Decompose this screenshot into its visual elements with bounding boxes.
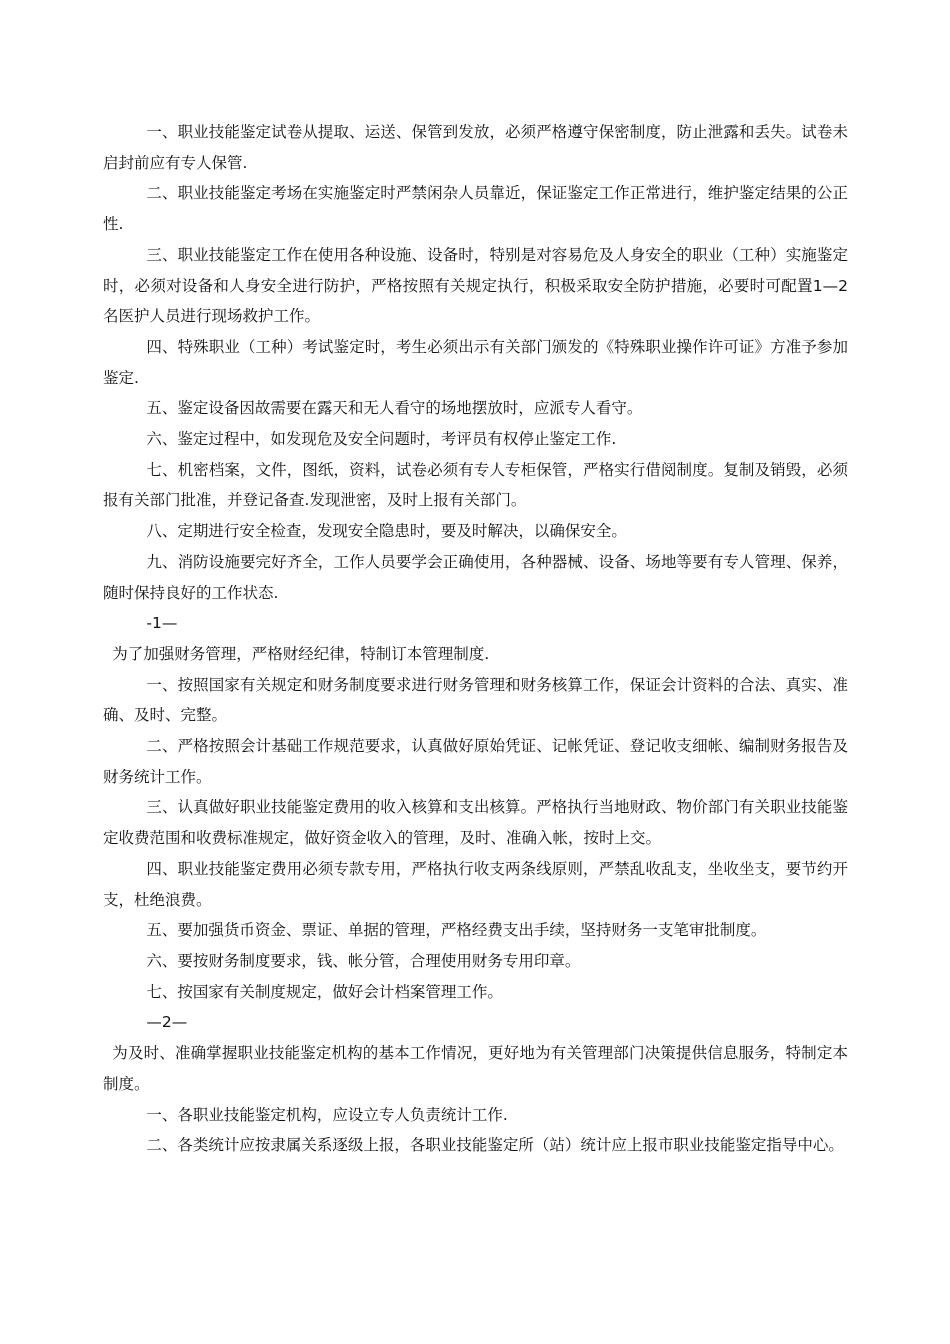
- finance-rule-7: 七、按国家有关制度规定，做好会计档案管理工作。: [146, 982, 503, 1001]
- security-rule-8: 八、定期进行安全检查，发现安全隐患时，要及时解决，以确保安全。: [146, 522, 627, 541]
- security-rule-9: 九、消防设施要完好齐全，工作人员要学会正确使用，各种器械、设备、场地等要有专人管理、保养，随时保持良好的工作状态.: [103, 552, 848, 602]
- security-rule-5: 五、鉴定设备因故需要在露天和无人看守的场地摆放时，应派专人看守。: [146, 399, 643, 418]
- security-rule-1: 一、职业技能鉴定试卷从提取、运送、保管到发放，必须严格遵守保密制度，防止泄露和丢失。试卷未启封前应有专人保管.: [103, 123, 848, 172]
- finance-rule-3: 三、认真做好职业技能鉴定费用的收入核算和支出核算。严格执行当地财政、物价部门有关职业技能鉴定收费范围和收费标准规定，做好资金收入的管理，及时、准确入帐，按时上交。: [103, 798, 848, 848]
- statistics-intro: 为及时、准确掌握职业技能鉴定机构的基本工作情况，更好地为有关管理部门决策提供信息服务，特制定本制度。: [103, 1044, 848, 1093]
- finance-intro: 为了加强财务管理，严格财经纪律，特制订本管理制度.: [112, 644, 490, 663]
- security-rule-2: 二、职业技能鉴定考场在实施鉴定时严禁闲杂人员靠近，保证鉴定工作正常进行，维护鉴定结果的公正性.: [103, 184, 848, 234]
- page-number-1: -1—: [146, 614, 178, 633]
- security-rule-4: 四、特殊职业（工种）考试鉴定时，考生必须出示有关部门颁发的《特殊职业操作许可证》方准予参加鉴定.: [103, 337, 848, 387]
- document-body: [103, 117, 848, 1161]
- statistics-rule-2: 二、各类统计应按隶属关系逐级上报，各职业技能鉴定所（站）统计应上报市职业技能鉴定指导中心。: [146, 1136, 844, 1155]
- finance-rule-6: 六、要按财务制度要求，钱、帐分管，合理使用财务专用印章。: [146, 951, 581, 970]
- security-rule-7: 七、机密档案，文件，图纸，资料，试卷必须有专人专柜保管，严格实行借阅制度。复制及销毁，必须报有关部门批准，并登记备查.发现泄密，及时上报有关部门。: [103, 460, 848, 510]
- finance-rule-4: 四、职业技能鉴定费用必须专款专用，严格执行收支两条线原则，严禁乱收乱支，坐收坐支，要节约开支，杜绝浪费。: [103, 859, 848, 909]
- finance-rule-5: 五、要加强货币资金、票证、单据的管理，严格经费支出手续，坚持财务一支笔审批制度。: [146, 921, 767, 940]
- security-rule-3: 三、职业技能鉴定工作在使用各种设施、设备时，特别是对容易危及人身安全的职业（工种）实施鉴定时，必须对设备和人身安全进行防护，严格按照有关规定执行，积极采取安全防护措施，必要时可配置1—2名医护人员进行现场救护工作。: [103, 245, 848, 326]
- statistics-rule-1: 一、各职业技能鉴定机构，应设立专人负责统计工作.: [146, 1105, 508, 1124]
- page-number-2: —2—: [146, 1013, 188, 1032]
- security-rule-6: 六、鉴定过程中，如发现危及安全问题时，考评员有权停止鉴定工作.: [146, 430, 617, 449]
- finance-rule-1: 一、按照国家有关规定和财务制度要求进行财务管理和财务核算工作，保证会计资料的合法、真实、准确、及时、完整。: [103, 675, 848, 725]
- finance-rule-2: 二、严格按照会计基础工作规范要求，认真做好原始凭证、记帐凭证、登记收支细帐、编制财务报告及财务统计工作。: [103, 737, 848, 786]
